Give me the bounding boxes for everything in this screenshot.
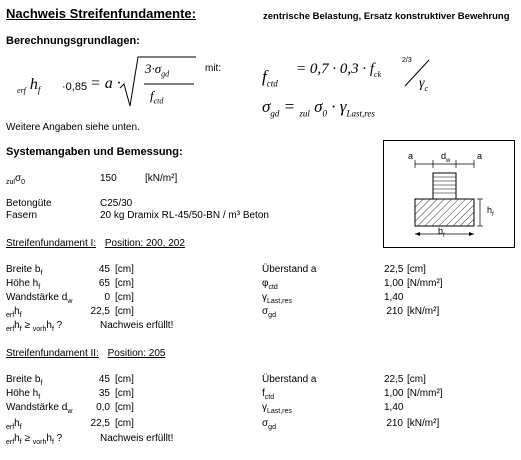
label-text: γ — [262, 402, 267, 413]
check-sub: f — [19, 439, 22, 446]
section-1-check-label — [6, 320, 62, 333]
sigma0-label-sub: 0 — [21, 179, 26, 186]
check-pre: erf — [6, 439, 15, 446]
sigma0-unit: [kN/m²] — [145, 173, 178, 184]
section-1-row-sigmagd-value: 210 — [386, 306, 403, 317]
formula-fctd-rhs — [296, 61, 381, 79]
label-sub: ctd — [264, 394, 275, 401]
check-h: h — [14, 433, 20, 444]
section-1-heading — [6, 238, 185, 249]
label-sub: gd — [268, 424, 276, 431]
section-1-row-wand-value: 0 — [104, 292, 110, 303]
grundlagen-heading: Berechnungsgrundlagen: — [6, 35, 140, 47]
label-text: Wandstärke d — [6, 292, 68, 303]
section-1-row-breite-value: 45 — [98, 264, 110, 275]
sigma0-label — [6, 173, 25, 186]
check-sub2: f — [51, 439, 54, 446]
check-h2: h — [46, 320, 52, 331]
formula-fctd-exp: 2/3 — [402, 57, 412, 64]
section-2-check-result: Nachweis erfüllt! — [100, 433, 174, 444]
section-1-label: Streifenfundament I: — [6, 238, 97, 249]
label-pre: erf — [6, 312, 15, 319]
check-h2: h — [46, 433, 52, 444]
section-2-row-gamma-label — [262, 402, 292, 415]
formula-h-sub: f — [37, 85, 41, 96]
section-1-row-erfhf-unit: [cm] — [115, 306, 134, 317]
section-2-label: Streifenfundament II: — [6, 348, 99, 359]
diagram-bf-sub: f — [443, 232, 445, 239]
diagram-hf — [487, 205, 494, 218]
check-geq: ≥ — [24, 320, 30, 331]
label-sub: w — [67, 298, 73, 305]
section-1-row-phi-value: 1,00 — [384, 278, 404, 289]
formula-num — [145, 61, 169, 79]
formula-h: h — [29, 76, 38, 93]
section-2-row-breite-label — [6, 374, 42, 387]
fasern-value: 20 kg Dramix RL-45/50-BN / m³ Beton — [100, 210, 269, 221]
sigma0-label-text: σ — [14, 173, 22, 184]
check-pre: erf — [6, 326, 15, 333]
diagram-dw-sub: w — [446, 157, 451, 164]
formula-sigma0: σ — [314, 97, 323, 116]
diagram-bf — [438, 226, 445, 239]
section-1-row-phi-label — [262, 278, 278, 291]
section-2-row-ueberstand-label: Überstand a — [262, 374, 317, 385]
label-text: Breite b — [6, 264, 41, 275]
section-2-row-hoehe-value: 35 — [98, 388, 110, 399]
section-1-row-breite-label — [6, 264, 42, 277]
formula-den — [150, 88, 163, 106]
label-sub: f — [19, 424, 22, 431]
section-1-row-phi-unit: [N/mm²] — [407, 278, 443, 289]
formula-fctd-lhs: f — [262, 67, 267, 86]
section-1-check-result: Nachweis erfüllt! — [100, 320, 174, 331]
section-1-position: Position: 200, 202 — [104, 238, 185, 249]
section-2-row-hoehe-unit: [cm] — [115, 388, 134, 399]
betongute-label: Betongüte — [6, 198, 52, 209]
formula-den-sub: ctd — [153, 96, 164, 106]
label-sub: w — [67, 408, 73, 415]
diagram-a-right: a — [477, 151, 483, 161]
section-1-row-ueberstand-value: 22,5 — [384, 264, 404, 275]
section-1-row-erfhf-value: 22,5 — [90, 306, 110, 317]
formula-fctd-gamma — [419, 76, 428, 93]
check-sub: f — [19, 326, 22, 333]
formula-num-text: 3·σ — [145, 61, 162, 76]
label-text: f — [262, 388, 265, 399]
label-text: Wandstärke d — [6, 402, 68, 413]
label-sub: f — [40, 270, 43, 277]
diagram-hf-text: h — [487, 205, 493, 215]
formula-num-sub: gd — [161, 69, 170, 79]
label-sub: gd — [268, 312, 276, 319]
formula-sigma-gamma-sub: Last,res — [346, 108, 375, 119]
section-2-row-wand-unit: [cm] — [115, 402, 134, 413]
label-text: σ — [262, 418, 269, 429]
diagram-bf-text: b — [438, 226, 444, 236]
label-sub: ctd — [268, 284, 278, 291]
section-1-row-ueberstand-label: Überstand a — [262, 264, 317, 275]
section-2-row-breite-value: 45 — [98, 374, 110, 385]
formula-fctd — [262, 67, 278, 88]
section-2-row-wand-value: 0,0 — [96, 402, 110, 413]
check-q: ? — [56, 433, 63, 444]
label-text: φ — [262, 278, 269, 289]
formula-sigma-dot: · — [331, 97, 336, 116]
sigma0-value: 150 — [100, 173, 117, 184]
section-1-row-sigmagd-unit: [kN/m²] — [407, 306, 440, 317]
check-q: ? — [56, 320, 63, 331]
diagram-dw — [441, 151, 450, 164]
check-h: h — [14, 320, 20, 331]
section-1-row-hoehe-unit: [cm] — [115, 278, 134, 289]
label-sub: Last,res — [267, 408, 292, 415]
formula-sigma-lhs: σ — [262, 97, 271, 116]
formula-sigma0-sub: 0 — [322, 108, 328, 119]
check-sub2: f — [51, 326, 54, 333]
section-1-row-sigmagd-label — [262, 306, 276, 319]
label-sub: f — [38, 394, 41, 401]
label-text: Breite b — [6, 374, 41, 385]
check-vorh: vorh — [32, 326, 47, 333]
diagram-a-left: a — [408, 151, 414, 161]
section-2-row-breite-unit: [cm] — [115, 374, 134, 385]
fasern-label: Fasern — [6, 210, 38, 221]
section-1-row-hoehe-label — [6, 278, 40, 291]
formula-sigma — [262, 97, 375, 118]
section-2-row-ueberstand-value: 22,5 — [384, 374, 404, 385]
section-1-row-hoehe-value: 65 — [98, 278, 110, 289]
formula-erf-hf — [17, 76, 40, 95]
section-2-row-erfhf-unit: [cm] — [115, 418, 134, 429]
formula-sigma-gamma: γ — [339, 97, 347, 116]
formula-fctd-rhs-sub: ck — [374, 70, 382, 79]
label-text: γ — [262, 292, 267, 303]
label-sub: f — [40, 380, 43, 387]
section-1-row-erfhf-label — [6, 306, 22, 319]
label-sub: f — [19, 312, 22, 319]
section-2-row-erfhf-label — [6, 418, 22, 431]
sigma0-label-pre: zul — [6, 179, 15, 186]
section-2-row-sigmagd-value: 210 — [386, 418, 403, 429]
section-2-row-sigmagd-unit: [kN/m²] — [407, 418, 440, 429]
formula-sigma-lhs-sub: gd — [270, 108, 280, 119]
label-pre: erf — [6, 424, 15, 431]
section-2-check-label — [6, 433, 62, 446]
label-text: Höhe h — [6, 388, 39, 399]
formula-sigma-eq: = — [283, 97, 296, 116]
section-2-heading — [6, 348, 165, 359]
label-text: h — [14, 306, 20, 317]
formula-factor: ·0,85 — [62, 81, 88, 93]
section-2-row-gamma-value: 1,40 — [384, 402, 404, 413]
section-1-row-ueberstand-unit: [cm] — [407, 264, 426, 275]
label-text: Höhe h — [6, 278, 39, 289]
mit-label: mit: — [205, 63, 222, 74]
section-1-row-wand-unit: [cm] — [115, 292, 134, 303]
formula-sigma-zul: zul — [299, 108, 310, 119]
formula-fctd-gamma-text: γ — [419, 76, 425, 91]
page-subtitle: zentrische Belastung, Ersatz konstruktiver Bewehrung — [263, 11, 510, 22]
formula-fctd-lhs-sub: ctd — [266, 78, 278, 89]
label-sub: f — [38, 284, 41, 291]
page-title: Nachweis Streifenfundamente: — [6, 6, 196, 21]
label-text: h — [14, 418, 20, 429]
formula-fctd-gamma-sub: c — [424, 83, 429, 93]
formula-den-text: f — [150, 88, 154, 103]
section-1-row-gamma-value: 1,40 — [384, 292, 404, 303]
system-heading: Systemangaben und Bemessung: — [6, 146, 183, 158]
formula-erf-sub: erf — [17, 86, 26, 96]
section-2-row-fctd-label — [262, 388, 274, 401]
section-1-row-breite-unit: [cm] — [115, 264, 134, 275]
section-2-row-hoehe-label — [6, 388, 40, 401]
formula-fctd-rhs-text: = 0,7 · 0,3 · f — [296, 61, 375, 77]
diagram-dw-text: d — [441, 151, 447, 161]
section-2-row-sigmagd-label — [262, 418, 276, 431]
section-2-row-fctd-unit: [N/mm²] — [407, 388, 443, 399]
label-text: σ — [262, 306, 269, 317]
section-2-position: Position: 205 — [107, 348, 166, 359]
formula-eq-a: = a · — [90, 75, 121, 92]
section-2-row-fctd-value: 1,00 — [384, 388, 404, 399]
section-2-row-erfhf-value: 22,5 — [90, 418, 110, 429]
section-1-row-gamma-label — [262, 292, 292, 305]
diagram-hf-sub: f — [492, 211, 494, 218]
section-2-row-ueberstand-unit: [cm] — [407, 374, 426, 385]
betongute-value: C25/30 — [100, 198, 133, 209]
grundlagen-note: Weitere Angaben siehe unten. — [6, 122, 140, 133]
label-sub: Last,res — [267, 298, 292, 305]
check-geq: ≥ — [24, 433, 30, 444]
check-vorh: vorh — [32, 439, 47, 446]
